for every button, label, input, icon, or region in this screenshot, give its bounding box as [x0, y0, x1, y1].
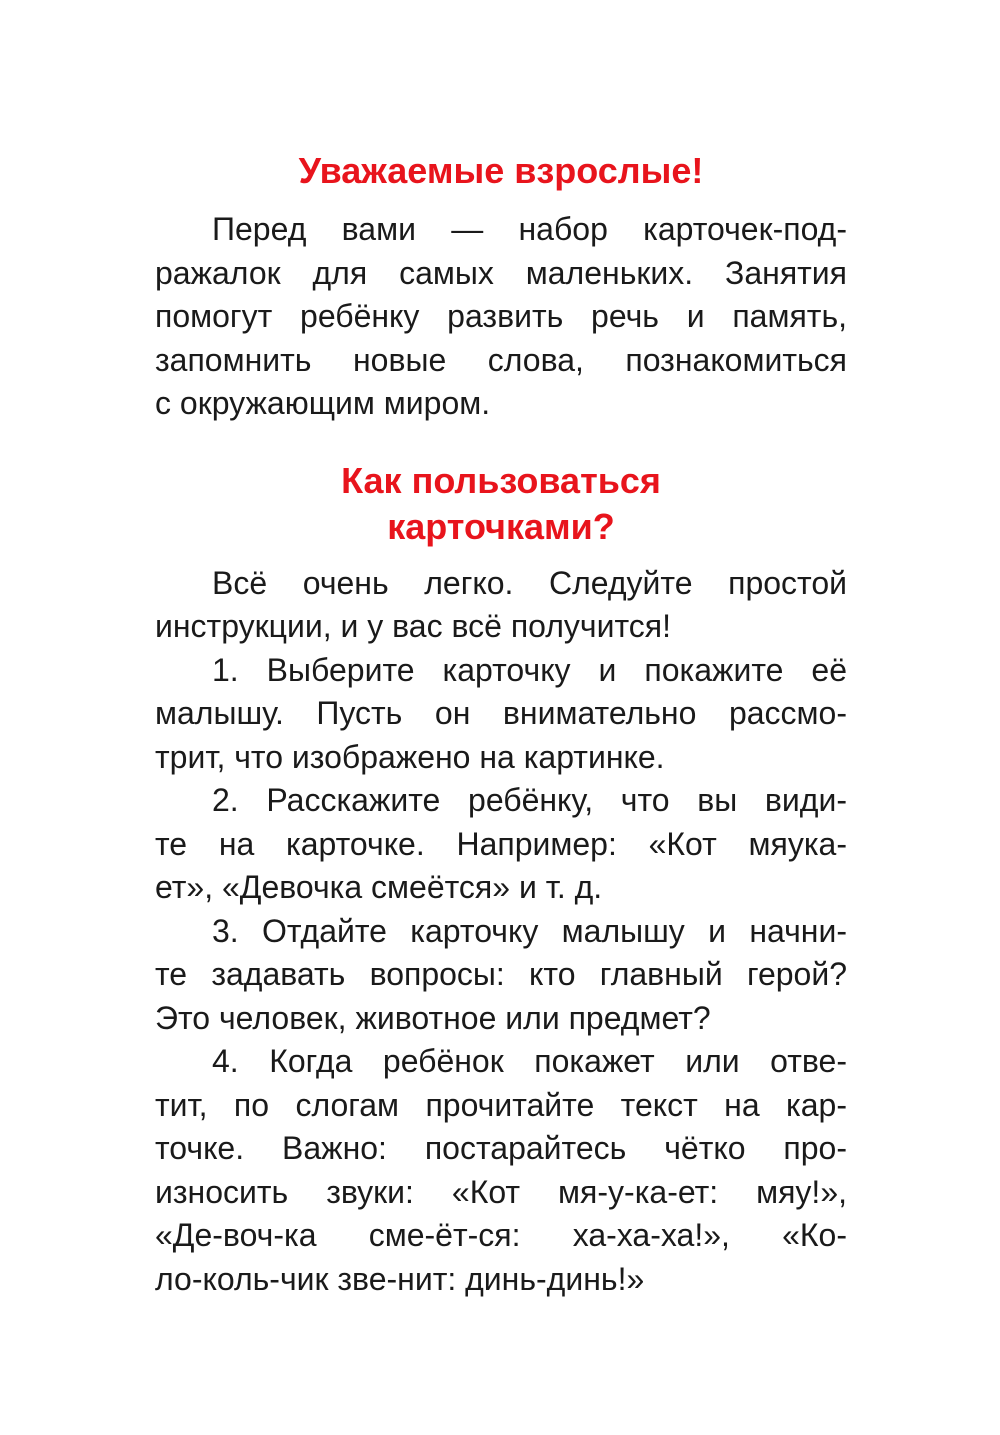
how-to-intro-line: Всё очень легко. Следуйте простой — [212, 564, 847, 601]
step-3 — [155, 910, 847, 1041]
step-line: трит, что изображено на картинке. — [155, 738, 665, 775]
how-to-intro — [155, 562, 847, 649]
how-to-heading-line: карточками? — [387, 505, 615, 547]
intro-line: ражалок для самых маленьких. Занятия — [155, 254, 847, 291]
step-line: Это человек, животное или предмет? — [155, 999, 711, 1036]
step-line: те задавать вопросы: кто главный герой? — [155, 956, 847, 992]
step-2 — [155, 779, 847, 910]
intro-line: с окружающим миром. — [155, 385, 491, 421]
step-line: те на карточке. Например: «Кот мяука- — [155, 825, 847, 862]
step-line: ет», «Девочка смеётся» и т. д. — [155, 869, 603, 905]
greeting-heading — [155, 148, 847, 194]
how-to-heading-line: Как пользоваться — [341, 459, 661, 501]
step-line: «Де-воч-ка сме-ёт-ся: ха-ха-ха!», «Ко- — [155, 1217, 847, 1253]
how-to-intro-line: инструкции, и у вас всё получится! — [155, 608, 671, 644]
intro-line: помогут ребёнку развить речь и память, — [155, 298, 847, 334]
step-line: ло-коль-чик зве-нит: динь-динь!» — [155, 1260, 645, 1297]
step-4 — [155, 1040, 847, 1301]
step-line: износить звуки: «Кот мя-у-ка-ет: мяу!», — [155, 1173, 847, 1210]
step-line: 2. Расскажите ребёнку, что вы види- — [212, 782, 847, 818]
step-line: тит, по слогам прочитайте текст на кар- — [155, 1086, 847, 1123]
intro-line: запомнить новые слова, познакомиться — [155, 341, 847, 378]
step-1 — [155, 649, 847, 780]
step-line: 4. Когда ребёнок покажет или отве- — [212, 1043, 847, 1079]
step-line: 1. Выберите карточку и покажите её — [212, 651, 847, 688]
intro-paragraph — [155, 208, 847, 426]
instructions-page — [155, 148, 847, 1301]
greeting-heading-text: Уважаемые взрослые! — [298, 150, 704, 191]
step-line: 3. Отдайте карточку малышу и начни- — [212, 912, 847, 949]
step-line: малышу. Пусть он внимательно рассмо- — [155, 695, 847, 731]
intro-line: Перед вами — набор карточек-под- — [212, 211, 847, 247]
how-to-heading — [155, 458, 847, 550]
step-line: точке. Важно: постарайтесь чётко про- — [155, 1130, 847, 1166]
